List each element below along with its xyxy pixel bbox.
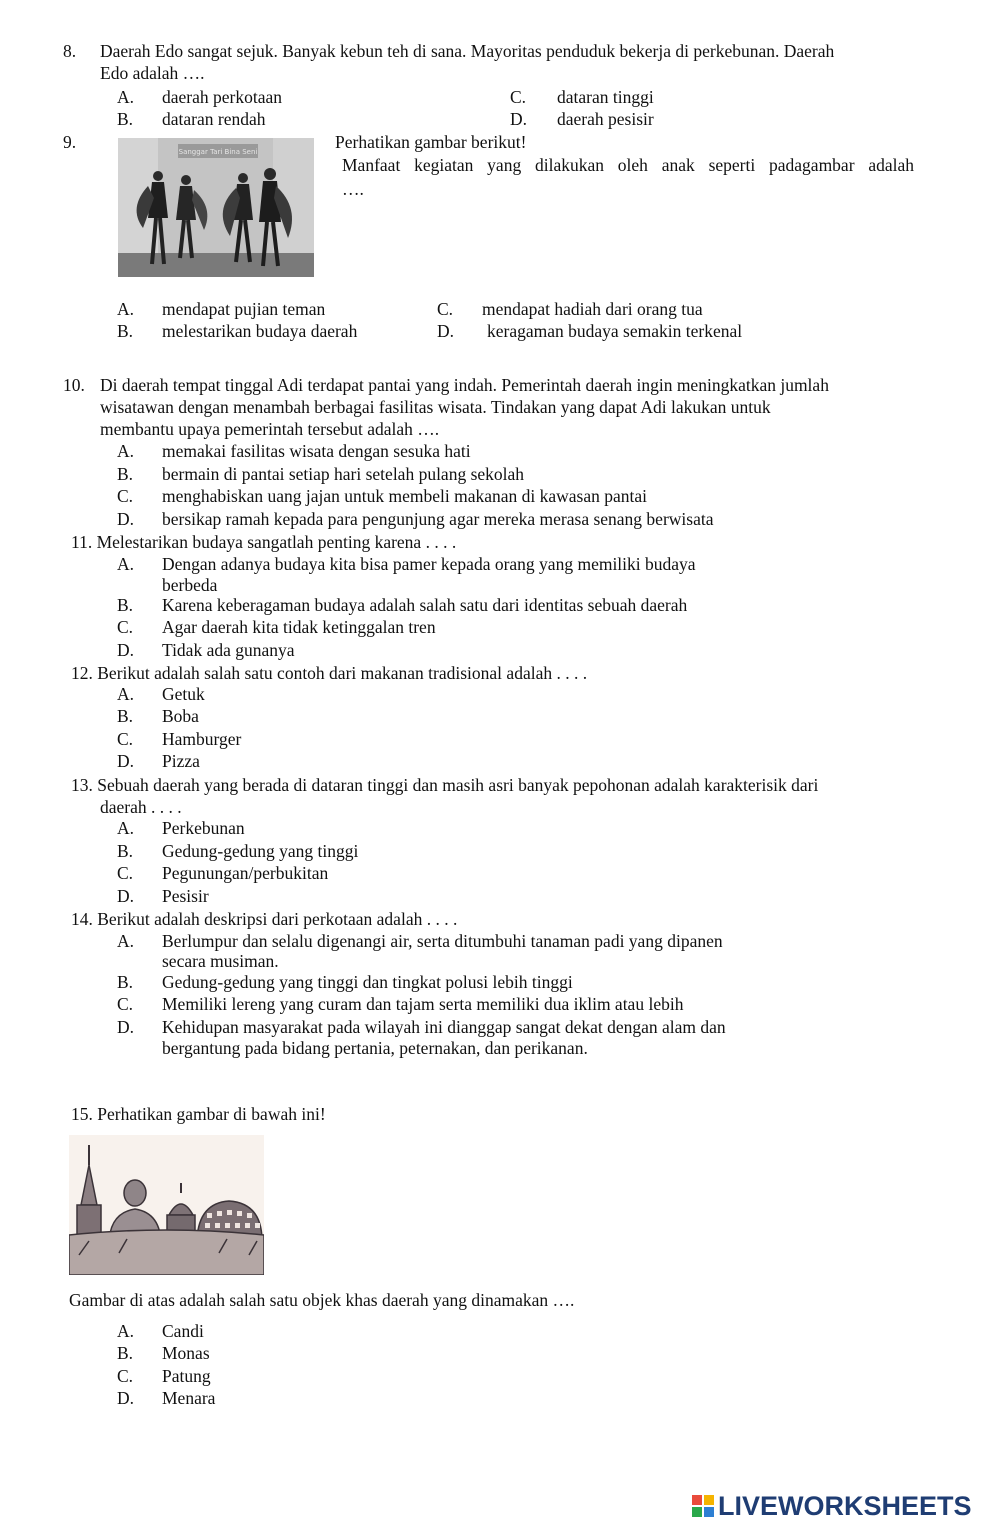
question-number: 9. <box>63 132 77 152</box>
question-stem: 12. Berikut adalah salah satu contoh dari makanan tradisional adalah . . . . <box>71 663 588 683</box>
option-letter: C. <box>117 863 134 883</box>
option-letter: A. <box>117 931 135 951</box>
option-letter: C. <box>117 729 134 749</box>
option-d[interactable]: Pizza <box>162 751 200 771</box>
option-letter: C. <box>117 1366 134 1386</box>
option-b[interactable]: bermain di pantai setiap hari setelah pulang sekolah <box>162 464 525 484</box>
question-stem: Edo adalah …. <box>100 63 205 83</box>
option-letter: B. <box>117 1343 134 1363</box>
option-a-continued[interactable]: berbeda <box>162 575 218 595</box>
option-letter: B. <box>117 595 134 615</box>
option-letter: A. <box>117 441 135 461</box>
option-a[interactable]: daerah perkotaan <box>162 87 282 107</box>
option-c[interactable]: Hamburger <box>162 729 242 749</box>
question-stem: 11. Melestarikan budaya sangatlah penting karena . . . . <box>71 532 457 552</box>
photo-banner-text: Sanggar Tari Bina Seni <box>178 148 258 156</box>
option-letter: C. <box>510 87 527 107</box>
option-letter: B. <box>117 321 134 341</box>
option-d-continued[interactable]: bergantung pada bidang pertania, peternakan, dan perikanan. <box>162 1038 588 1058</box>
option-letter: A. <box>117 299 135 319</box>
option-letter: A. <box>117 1321 135 1341</box>
question-stem: 13. Sebuah daerah yang berada di dataran tinggi dan masih asri banyak pepohonan adalah karakterisik dari <box>71 775 819 795</box>
question-number: 10. <box>63 375 85 395</box>
option-a[interactable]: Perkebunan <box>162 818 245 838</box>
option-d[interactable]: Kehidupan masyarakat pada wilayah ini dianggap sangat dekat dengan alam dan <box>162 1017 726 1037</box>
question-intro: Perhatikan gambar berikut! <box>335 132 527 152</box>
dance-performance-photo <box>118 138 314 277</box>
option-d[interactable]: bersikap ramah kepada para pengunjung agar mereka merasa senang berwisata <box>162 509 714 529</box>
option-letter: A. <box>117 87 135 107</box>
temple-illustration <box>69 1135 264 1275</box>
option-letter: C. <box>117 994 134 1014</box>
option-b[interactable]: Gedung-gedung yang tinggi <box>162 841 359 861</box>
option-d[interactable]: Tidak ada gunanya <box>162 640 295 660</box>
option-letter: A. <box>117 818 135 838</box>
option-c[interactable]: Patung <box>162 1366 211 1386</box>
question-stem: membantu upaya pemerintah tersebut adalah …. <box>100 419 440 439</box>
option-letter: A. <box>117 554 135 574</box>
option-letter: C. <box>437 299 454 319</box>
option-d[interactable]: keragaman budaya semakin terkenal <box>487 321 743 341</box>
option-b[interactable]: Monas <box>162 1343 210 1363</box>
option-letter: D. <box>437 321 455 341</box>
option-b[interactable]: Boba <box>162 706 199 726</box>
borobudur-drawing <box>69 1135 264 1275</box>
question-number: 8. <box>63 41 77 61</box>
option-c[interactable]: dataran tinggi <box>557 87 654 107</box>
option-letter: B. <box>117 109 134 129</box>
logo-text: LIVEWORKSHEETS <box>718 1491 972 1521</box>
option-a[interactable]: Candi <box>162 1321 204 1341</box>
option-d[interactable]: Menara <box>162 1388 216 1408</box>
option-c[interactable]: Agar daerah kita tidak ketinggalan tren <box>162 617 436 637</box>
option-b[interactable]: melestarikan budaya daerah <box>162 321 358 341</box>
option-c[interactable]: menghabiskan uang jajan untuk membeli makanan di kawasan pantai <box>162 486 647 506</box>
question-caption: Gambar di atas adalah salah satu objek khas daerah yang dinamakan …. <box>69 1290 575 1310</box>
option-letter: C. <box>117 617 134 637</box>
option-letter: A. <box>117 684 135 704</box>
question-stem: 14. Berikut adalah deskripsi dari perkotaan adalah . . . . <box>71 909 458 929</box>
dancers-illustration <box>118 138 314 277</box>
option-d[interactable]: daerah pesisir <box>557 109 654 129</box>
option-c[interactable]: mendapat hadiah dari orang tua <box>482 299 703 319</box>
option-b[interactable]: Karena keberagaman budaya adalah salah satu dari identitas sebuah daerah <box>162 595 688 615</box>
option-letter: C. <box>117 486 134 506</box>
option-a[interactable]: Berlumpur dan selalu digenangi air, serta ditumbuhi tanaman padi yang dipanen <box>162 931 723 951</box>
option-letter: B. <box>117 706 134 726</box>
option-b[interactable]: Gedung-gedung yang tinggi dan tingkat polusi lebih tinggi <box>162 972 573 992</box>
question-stem: wisatawan dengan menambah berbagai fasilitas wisata. Tindakan yang dapat Adi lakukan untuk <box>100 397 771 417</box>
question-stem: 15. Perhatikan gambar di bawah ini! <box>71 1104 326 1124</box>
option-letter: B. <box>117 464 134 484</box>
question-stem: Daerah Edo sangat sejuk. Banyak kebun teh di sana. Mayoritas penduduk bekerja di perkebunan. Daerah <box>100 41 835 61</box>
option-a[interactable]: memakai fasilitas wisata dengan sesuka hati <box>162 441 471 461</box>
question-stem: Manfaat kegiatan yang dilakukan oleh anak seperti padagambar adalah <box>342 155 914 175</box>
liveworksheets-logo[interactable] <box>692 1490 972 1522</box>
question-stem: …. <box>342 179 364 199</box>
question-stem: Di daerah tempat tinggal Adi terdapat pantai yang indah. Pemerintah daerah ingin meningkatkan jumlah <box>100 375 829 395</box>
question-stem: daerah . . . . <box>100 797 182 817</box>
option-letter: D. <box>117 1017 135 1037</box>
option-a[interactable]: Getuk <box>162 684 205 704</box>
option-letter: B. <box>117 841 134 861</box>
option-b[interactable]: dataran rendah <box>162 109 266 129</box>
option-letter: D. <box>117 751 135 771</box>
option-letter: B. <box>117 972 134 992</box>
option-c[interactable]: Pegunungan/perbukitan <box>162 863 329 883</box>
option-letter: D. <box>117 640 135 660</box>
option-a-continued[interactable]: secara musiman. <box>162 951 279 971</box>
option-letter: D. <box>510 109 528 129</box>
option-a[interactable]: mendapat pujian teman <box>162 299 326 319</box>
option-c[interactable]: Memiliki lereng yang curam dan tajam serta memiliki dua iklim atau lebih <box>162 994 684 1014</box>
option-letter: D. <box>117 509 135 529</box>
liveworksheets-logo-icon <box>692 1495 714 1517</box>
option-letter: D. <box>117 1388 135 1408</box>
option-a[interactable]: Dengan adanya budaya kita bisa pamer kepada orang yang memiliki budaya <box>162 554 696 574</box>
option-d[interactable]: Pesisir <box>162 886 209 906</box>
option-letter: D. <box>117 886 135 906</box>
